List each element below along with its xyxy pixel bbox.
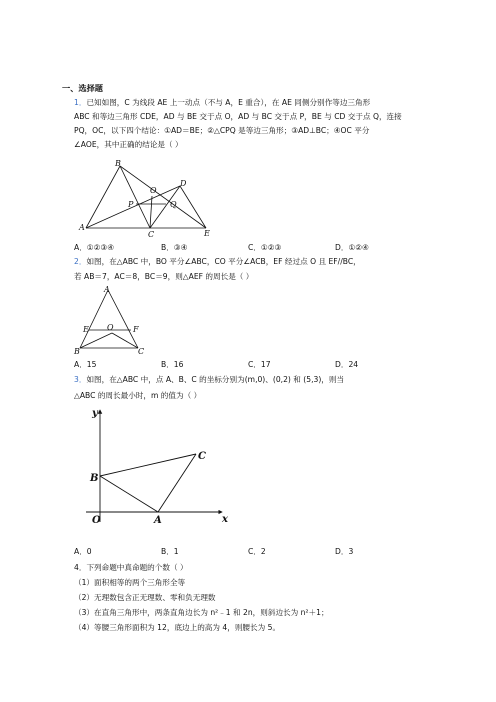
- q1-label-b: B: [115, 159, 121, 168]
- q4-statement-3: （3）在直角三角形中，两条直角边长为 n²﹣1 和 2n，则斜边长为 n²＋1；: [74, 608, 329, 617]
- q4-statement-4: （4）等腰三角形面积为 12，底边上的高为 4，则腰长为 5。: [74, 623, 281, 632]
- q3-number: 3．: [74, 375, 87, 384]
- q3-label-c: C: [198, 451, 206, 462]
- q1-figure: [76, 158, 216, 238]
- q3-line-2: △ABC 的周长最小时，m 的值为（ ）: [74, 391, 202, 400]
- q1-option-a[interactable]: A．①②③④: [74, 243, 115, 252]
- q1-option-c[interactable]: C．①②③: [248, 243, 282, 252]
- q2-line-2: 若 AB＝7，AC＝8，BC＝9，则△AEF 的周长是（ ）: [74, 272, 254, 281]
- q1-line-4: ∠AOE，其中正确的结论是（ ）: [74, 140, 183, 149]
- q3-label-a: A: [154, 515, 162, 526]
- q1-label-a: A: [79, 223, 85, 232]
- q2-label-f: F: [133, 325, 139, 334]
- q3-option-b[interactable]: B．1: [161, 547, 179, 556]
- q4-statement-2: （2）无理数包含正无理数、零和负无理数: [74, 593, 216, 602]
- q3-option-d[interactable]: D．3: [335, 547, 354, 556]
- q4-number: 4．: [74, 563, 87, 572]
- q1-label-c: C: [148, 230, 155, 238]
- q2-option-b[interactable]: B．16: [161, 360, 184, 369]
- q3-label-o: O: [92, 515, 101, 526]
- q3-option-c[interactable]: C．2: [248, 547, 266, 556]
- q1-label-e: E: [204, 229, 210, 238]
- section-title: 一、选择题: [62, 83, 103, 93]
- q3-line-1: 3．如图，在△ABC 中，点 A、B、C 的坐标分别为(m,0)、(0,2) 和 (5,3)，则当: [74, 375, 345, 384]
- q2-label-c: C: [138, 347, 145, 356]
- q1-line-1: 1．已知如图，C 为线段 AE 上一动点（不与 A，E 重合），在 AE 同侧分别作等边三角形: [74, 98, 371, 107]
- q1-line-2: ABC 和等边三角形 CDE，AD 与 BE 交于点 O，AD 与 BC 交于点 P，BE 与 CD 交于点 Q，连接: [74, 112, 402, 121]
- q1-label-o: O: [150, 186, 157, 195]
- q1-label-p: P: [128, 200, 134, 209]
- q2-line-1: 2．如图，在△ABC 中，BO 平分∠ABC，CO 平分∠ACB，EF 经过点 O 且 EF//BC，: [74, 257, 361, 266]
- q1-label-q: Q: [170, 200, 177, 209]
- q1-option-b[interactable]: B．③④: [161, 243, 188, 252]
- q2-option-c[interactable]: C．17: [248, 360, 271, 369]
- q1-number: 1．: [74, 98, 87, 107]
- q2-label-e: E: [83, 325, 89, 334]
- q3-label-b: B: [90, 473, 99, 484]
- q2-figure: [72, 284, 156, 356]
- q3-option-a[interactable]: A．0: [74, 547, 92, 556]
- q2-label-a: A: [104, 285, 110, 294]
- q2-number: 2．: [74, 257, 87, 266]
- q3-label-y: y: [92, 408, 98, 419]
- q2-label-o: O: [107, 323, 114, 332]
- q3-label-x: x: [222, 514, 228, 525]
- q1-option-d[interactable]: D．①②④: [335, 243, 369, 252]
- q4-line-1: 4．下列命题中真命题的个数（ ）: [74, 563, 188, 572]
- q4-statement-1: （1）面积相等的两个三角形全等: [74, 578, 186, 587]
- q1-label-d: D: [180, 179, 187, 188]
- q2-label-b: B: [74, 347, 80, 356]
- q1-line-3: PQ，OC，以下四个结论：①AD＝BE；②△CPQ 是等边三角形；③AD⊥BC；④OC 平分: [74, 126, 370, 135]
- q2-option-a[interactable]: A．15: [74, 360, 97, 369]
- q3-figure: [82, 402, 242, 528]
- q2-option-d[interactable]: D．24: [335, 360, 359, 369]
